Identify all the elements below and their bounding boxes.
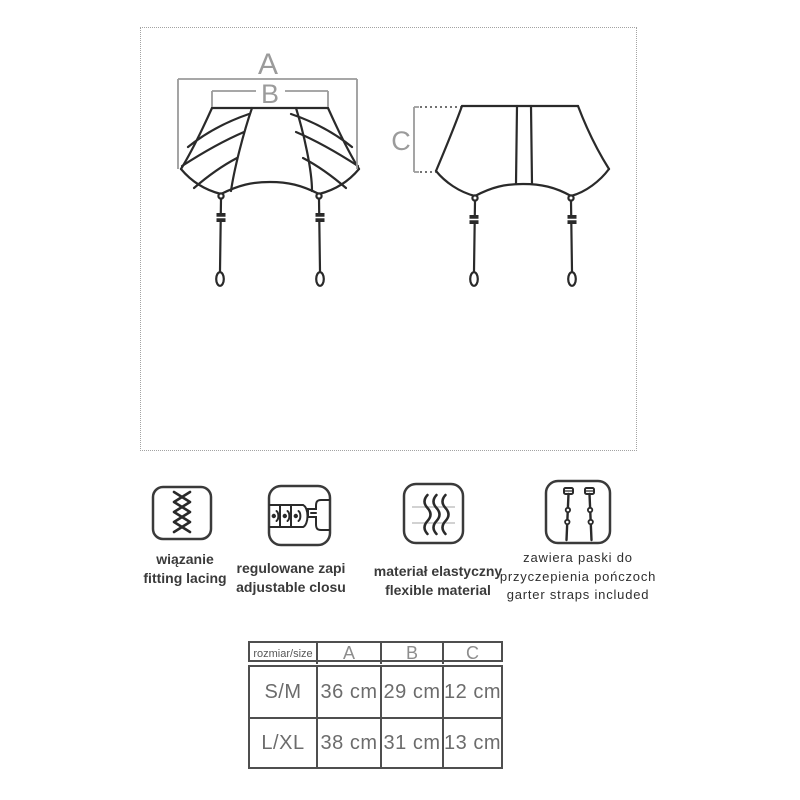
front-view-drawing bbox=[181, 108, 359, 286]
garter-strap bbox=[474, 201, 475, 271]
front-left-edge bbox=[181, 108, 212, 169]
strap-clip bbox=[216, 272, 224, 286]
dimension-a-label: A bbox=[257, 48, 279, 81]
size-table-body bbox=[248, 665, 503, 769]
caption-line: garter straps included bbox=[506, 587, 650, 602]
garter-strap bbox=[220, 199, 221, 271]
front-right-edge bbox=[328, 108, 359, 169]
caption-line: flexible material bbox=[385, 582, 491, 598]
caption-line: zawiera paski do bbox=[523, 550, 633, 565]
strap-clip bbox=[568, 272, 576, 286]
size-table-header-cell: A bbox=[316, 643, 380, 664]
back-right-edge bbox=[578, 106, 609, 169]
strap-clip bbox=[470, 272, 478, 286]
size-table-cell: S/M bbox=[264, 680, 302, 703]
back-view-drawing bbox=[436, 106, 609, 286]
feature-caption-closure bbox=[226, 559, 356, 597]
dimension-c-bracket bbox=[414, 107, 461, 172]
strap-clip bbox=[316, 272, 324, 286]
back-left-edge bbox=[436, 106, 462, 171]
dimension-c-label: C bbox=[391, 126, 411, 156]
size-table-cell: L/XL bbox=[250, 717, 316, 767]
caption-line: wiązanie bbox=[156, 551, 214, 567]
feature-caption-garter-straps bbox=[486, 549, 670, 605]
back-center-seam bbox=[516, 106, 517, 184]
size-table-header bbox=[248, 641, 503, 662]
size-table bbox=[248, 641, 503, 769]
garter-strap bbox=[319, 199, 320, 271]
lacing-icon bbox=[151, 485, 213, 541]
back-center-seam bbox=[531, 106, 532, 184]
garter-strap bbox=[571, 201, 572, 271]
caption-line: adjustable closu bbox=[236, 579, 346, 595]
caption-line: fitting lacing bbox=[143, 570, 227, 586]
elastic-material-icon bbox=[402, 482, 465, 545]
caption-line: materiał elastyczny bbox=[373, 563, 503, 579]
size-table-header-cell: B bbox=[380, 643, 442, 664]
size-table-cell: 31 cm bbox=[380, 717, 442, 767]
dimension-b-label: B bbox=[260, 79, 280, 109]
size-table-cell: 13 cm bbox=[442, 717, 501, 767]
front-hem-mid bbox=[221, 182, 319, 194]
caption-line: przyczepienia pończoch bbox=[499, 568, 657, 584]
size-table-header-cell: rozmiar/size bbox=[253, 647, 313, 660]
adjustable-closure-icon bbox=[267, 484, 332, 547]
size-table-cell: 38 cm bbox=[316, 717, 380, 767]
size-table-cell: 36 cm bbox=[316, 667, 380, 717]
size-table-header-cell: C bbox=[442, 643, 501, 664]
caption-line: regulowane zapi bbox=[236, 560, 346, 576]
size-table-cell: 29 cm bbox=[380, 667, 442, 717]
size-table-cell: 12 cm bbox=[442, 667, 501, 717]
garter-straps-icon bbox=[544, 479, 612, 545]
